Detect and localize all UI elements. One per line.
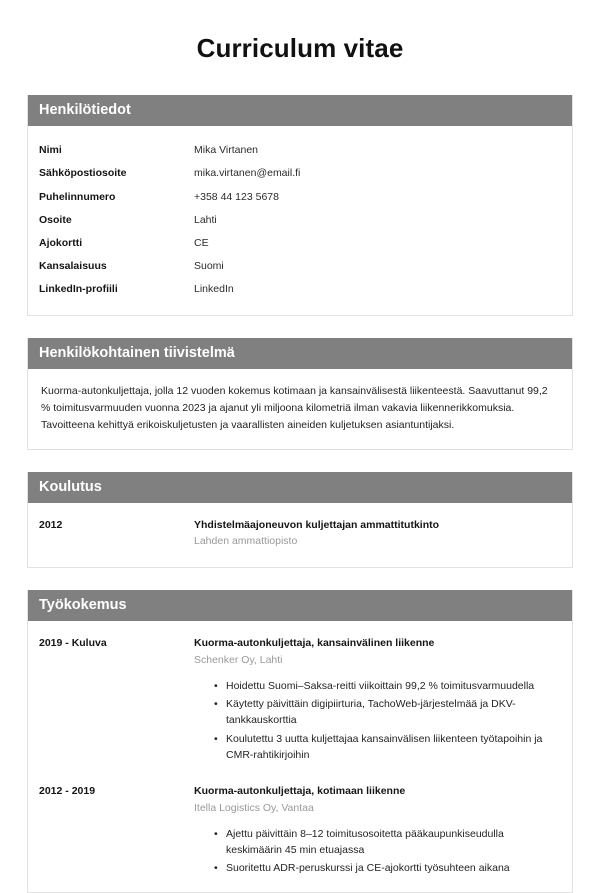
table-row <box>39 162 561 185</box>
section-card-education <box>27 472 573 569</box>
list-item-text: Ajettu päivittäin 8–12 toimitusosoitetta pääkaupunkiseudulla keskimäärin 45 min etuajassa <box>226 827 504 856</box>
section-card-summary <box>27 338 573 450</box>
personal-detail-label: Osoite <box>39 213 72 226</box>
list-item <box>214 678 561 694</box>
education-entry-date: 2012 <box>39 518 63 531</box>
work-entry <box>39 634 561 763</box>
personal-detail-value: CE <box>194 237 209 249</box>
table-row <box>39 186 561 209</box>
bullet-icon: • <box>214 698 218 711</box>
personal-detail-label: Sähköpostiosoite <box>39 167 127 180</box>
table-row <box>39 278 561 301</box>
section-header-education: Koulutus <box>28 472 572 503</box>
education-entry-main <box>194 518 561 550</box>
table-row <box>39 232 561 255</box>
personal-detail-label: LinkedIn-profiili <box>39 283 118 296</box>
work-entry <box>39 782 561 876</box>
page-title: Curriculum vitae <box>196 33 404 63</box>
work-entry-bullet-list <box>194 678 561 763</box>
list-item-text: Suoritettu ADR-peruskurssi ja CE-ajokortti työsuhteen aikana <box>226 862 510 875</box>
bullet-icon: • <box>214 732 218 745</box>
personal-detail-value: Suomi <box>194 260 224 273</box>
work-entry-organization: Itella Logistics Oy, Vantaa <box>194 801 314 814</box>
personal-detail-label: Nimi <box>39 144 62 157</box>
work-entry-title: Kuorma-autonkuljettaja, kotimaan liikenne <box>194 785 406 798</box>
work-entry-title: Kuorma-autonkuljettaja, kansainvälinen liikenne <box>194 637 435 650</box>
section-body-personal-details <box>28 126 572 314</box>
work-entry-organization: Schenker Oy, Lahti <box>194 654 283 667</box>
personal-detail-label: Puhelinnumero <box>39 190 116 203</box>
section-header-personal-details: Henkilötiedot <box>28 95 572 126</box>
bullet-icon: • <box>214 862 218 875</box>
bullet-icon: • <box>214 827 218 840</box>
work-entry-main <box>194 784 561 876</box>
work-entry-date: 2012 - 2019 <box>39 785 96 798</box>
work-entry-date: 2019 - Kuluva <box>39 637 107 650</box>
education-entry-title: Yhdistelmäajoneuvon kuljettajan ammattitutkinto <box>194 518 440 531</box>
personal-detail-value: +358 44 123 5678 <box>194 190 279 203</box>
personal-detail-value: mika.virtanen@email.fi <box>194 167 301 180</box>
section-header-work-experience: Työkokemus <box>28 590 572 621</box>
list-item <box>214 826 561 859</box>
summary-paragraph: Kuorma-autonkuljettaja, jolla 12 vuoden kokemus kotimaan ja kansainvälisestä liikenteestä. Saavuttanut 99,2 % toimitusvarmuuden vuonna 2023 ja ajanut yli miljoona kilometriä ilman vakavia liikennerikkomuksia. Tavoitteena kehittyä erikoiskuljetusten ja vaarallisten aineiden kuljetuksen asiantuntijaksi. <box>41 384 548 431</box>
personal-detail-value: Lahti <box>194 213 217 226</box>
list-item <box>214 731 561 764</box>
bullet-icon: • <box>214 679 218 692</box>
personal-details-table <box>39 139 561 301</box>
list-item <box>214 860 561 876</box>
section-body-summary <box>28 369 572 449</box>
section-header-summary: Henkilökohtainen tiivistelmä <box>28 338 572 369</box>
personal-detail-value-linkedin[interactable]: LinkedIn <box>194 283 234 296</box>
education-entry <box>39 516 561 550</box>
section-body-work-experience <box>28 621 572 892</box>
table-row <box>39 139 561 162</box>
section-body-education <box>28 503 572 567</box>
education-entry-organization: Lahden ammattiopisto <box>194 535 298 548</box>
section-card-personal-details <box>27 95 573 315</box>
personal-detail-label: Kansalaisuus <box>39 260 107 273</box>
personal-detail-label: Ajokortti <box>39 237 83 249</box>
personal-detail-value: Mika Virtanen <box>194 144 259 157</box>
table-row <box>39 209 561 232</box>
work-entry-main <box>194 636 561 763</box>
list-item-text: Koulutettu 3 uutta kuljettajaa kansainvälisen liikenteen työtapoihin ja CMR-rahtikirjoihin <box>226 732 543 761</box>
table-row <box>39 255 561 278</box>
list-item-text: Hoidettu Suomi–Saksa-reitti viikoittain 99,2 % toimitusvarmuudella <box>226 679 535 692</box>
list-item <box>214 696 561 729</box>
list-item-text: Käytetty päivittäin digipiirturia, TachoWeb-järjestelmää ja DKV-tankkauskorttia <box>226 698 516 727</box>
work-entry-bullet-list <box>194 826 561 877</box>
